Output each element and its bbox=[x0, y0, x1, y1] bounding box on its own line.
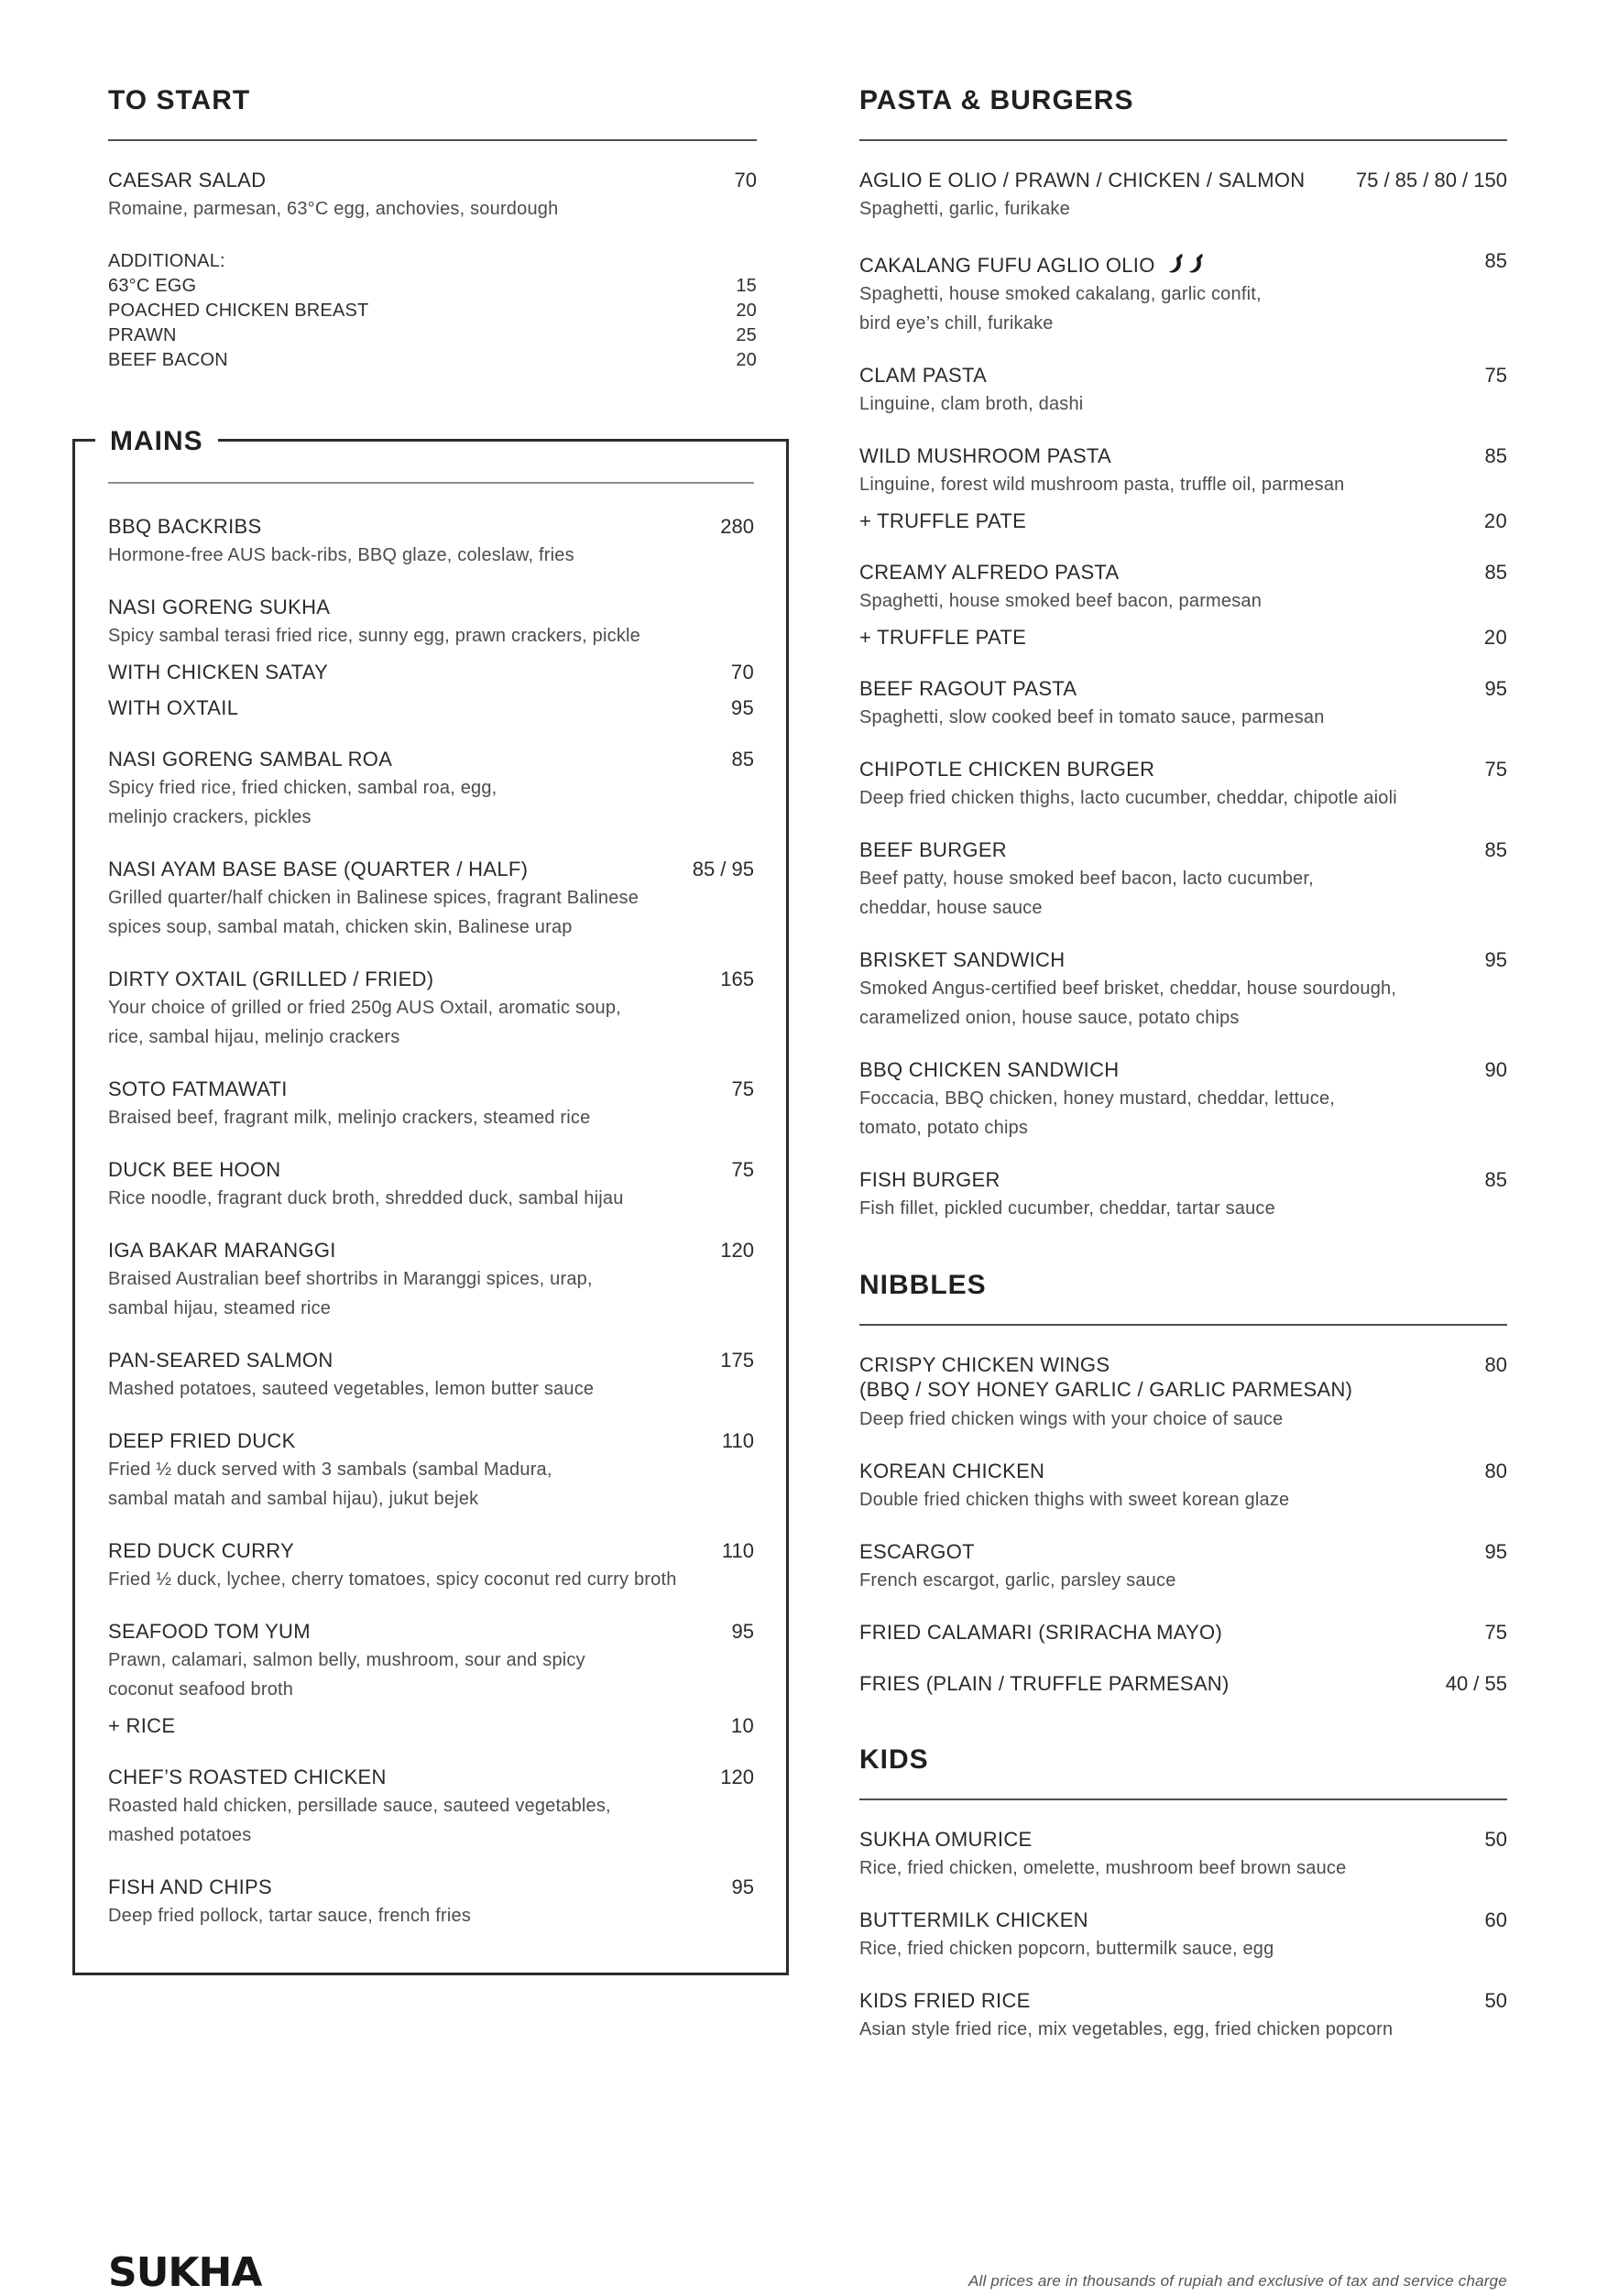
menu-item-head bbox=[108, 968, 754, 991]
item-variant-row bbox=[108, 1714, 754, 1738]
item-price: 110 bbox=[721, 1539, 754, 1562]
item-price: 110 bbox=[721, 1429, 754, 1452]
menu-item-head bbox=[859, 1989, 1507, 2013]
item-price: 85 bbox=[1484, 249, 1507, 272]
menu-item-head bbox=[859, 169, 1507, 192]
menu-item bbox=[859, 249, 1507, 336]
item-name bbox=[108, 1620, 311, 1644]
menu-item bbox=[859, 561, 1507, 650]
item-name bbox=[859, 1828, 1032, 1852]
menu-item bbox=[859, 1540, 1507, 1593]
variant-price: 20 bbox=[1483, 509, 1507, 532]
menu-item bbox=[859, 1460, 1507, 1513]
item-name bbox=[859, 1460, 1044, 1483]
item-description: Linguine, forest wild mushroom pasta, truffle oil, parmesan bbox=[859, 475, 1345, 495]
item-price: 80 bbox=[1484, 1460, 1507, 1482]
item-price: 75 bbox=[1484, 758, 1507, 781]
variant-label: WITH OXTAIL bbox=[108, 696, 239, 719]
item-description: sambal matah and sambal hijau), jukut bejek bbox=[108, 1489, 479, 1509]
addon-row bbox=[108, 274, 757, 299]
menu-item bbox=[108, 1620, 754, 1738]
item-price: 95 bbox=[731, 1620, 754, 1643]
menu-item bbox=[108, 596, 754, 720]
menu-item-head bbox=[859, 1460, 1507, 1483]
item-description: Rice noodle, fragrant duck broth, shredded duck, sambal hijau bbox=[108, 1188, 624, 1208]
menu-item-head bbox=[859, 1353, 1507, 1377]
addon-label: PRAWN bbox=[108, 325, 177, 345]
menu-item-head bbox=[108, 596, 754, 619]
item-name-text: IGA BAKAR MARANGGI bbox=[108, 1239, 336, 1262]
menu-item-head bbox=[859, 758, 1507, 782]
menu-item-head bbox=[859, 677, 1507, 701]
section-divider bbox=[108, 482, 754, 484]
item-description: Deep fried chicken thighs, lacto cucumber, cheddar, chipotle aioli bbox=[859, 788, 1397, 808]
menu-item bbox=[859, 1353, 1507, 1432]
item-name bbox=[859, 1672, 1230, 1696]
item-name bbox=[859, 948, 1065, 972]
section-nibbles bbox=[859, 1269, 1507, 1696]
item-name bbox=[859, 1908, 1088, 1932]
item-description: Spaghetti, garlic, furikake bbox=[859, 199, 1070, 219]
item-name-text: FISH BURGER bbox=[859, 1168, 1000, 1191]
menu-item-head bbox=[859, 1828, 1507, 1852]
item-price: 50 bbox=[1484, 1828, 1507, 1851]
menu-item bbox=[108, 1239, 754, 1321]
addon-label: 63°C EGG bbox=[108, 276, 197, 296]
items bbox=[108, 169, 757, 373]
menu-item bbox=[108, 748, 754, 830]
menu-item-head bbox=[859, 1908, 1507, 1932]
variant-price: 70 bbox=[730, 661, 754, 683]
menu-item bbox=[108, 1158, 754, 1211]
item-description: Roasted hald chicken, persillade sauce, sauteed vegetables, bbox=[108, 1796, 611, 1816]
item-price: 85 bbox=[1484, 838, 1507, 861]
item-name-text: BBQ BACKRIBS bbox=[108, 515, 262, 538]
item-price: 85 bbox=[1484, 1168, 1507, 1191]
item-description: Prawn, calamari, salmon belly, mushroom, sour and spicy bbox=[108, 1650, 585, 1670]
item-name-text: CLAM PASTA bbox=[859, 364, 988, 387]
item-name bbox=[108, 169, 266, 192]
section-pasta-burgers bbox=[859, 84, 1507, 1221]
menu-item-head bbox=[108, 1429, 754, 1453]
item-price: 165 bbox=[720, 968, 754, 990]
section-divider bbox=[859, 1799, 1507, 1800]
menu-item bbox=[859, 1908, 1507, 1962]
menu-columns bbox=[108, 84, 1507, 2070]
addon-row bbox=[108, 323, 757, 348]
item-name-text: BEEF BURGER bbox=[859, 838, 1007, 861]
section-title-to-start: TO START bbox=[108, 85, 251, 115]
items bbox=[859, 169, 1507, 1221]
menu-item bbox=[859, 444, 1507, 533]
item-name-text: FRIES (PLAIN / TRUFFLE PARMESAN) bbox=[859, 1672, 1230, 1695]
menu-item bbox=[859, 1672, 1507, 1696]
menu-item bbox=[108, 1875, 754, 1929]
item-description: Hormone-free AUS back-ribs, BBQ glaze, coleslaw, fries bbox=[108, 545, 574, 565]
item-name bbox=[108, 1158, 280, 1182]
item-price: 75 bbox=[731, 1077, 754, 1100]
item-name bbox=[108, 1429, 296, 1453]
menu-item-head bbox=[859, 1672, 1507, 1696]
variant-label: + TRUFFLE PATE bbox=[859, 509, 1027, 532]
item-name-text: CAESAR SALAD bbox=[108, 169, 267, 191]
section-mains bbox=[108, 515, 754, 1929]
item-name-text: KIDS FRIED RICE bbox=[859, 1989, 1031, 2012]
items bbox=[859, 1353, 1507, 1696]
item-price: 70 bbox=[734, 169, 757, 191]
item-name-text: CREAMY ALFREDO PASTA bbox=[859, 561, 1120, 584]
menu-item-head bbox=[108, 1875, 754, 1899]
item-name-text: BUTTERMILK CHICKEN bbox=[859, 1908, 1088, 1931]
price-disclaimer: All prices are in thousands of rupiah and exclusive of tax and service charge bbox=[967, 2272, 1507, 2290]
section-kids bbox=[859, 1744, 1507, 2042]
item-price: 120 bbox=[720, 1239, 754, 1262]
item-name bbox=[859, 838, 1007, 862]
menu-item-head bbox=[108, 1539, 754, 1563]
variant-label: + RICE bbox=[108, 1714, 176, 1737]
mains-box-title-wrap bbox=[95, 425, 218, 458]
item-description: rice, sambal hijau, melinjo crackers bbox=[108, 1027, 400, 1047]
menu-item bbox=[108, 169, 757, 222]
item-name bbox=[108, 596, 330, 619]
item-name bbox=[108, 515, 261, 539]
menu-item-head bbox=[859, 444, 1507, 468]
addon-price: 15 bbox=[736, 276, 757, 296]
item-description: Fish fillet, pickled cucumber, cheddar, tartar sauce bbox=[859, 1198, 1275, 1219]
item-name-text: DUCK BEE HOON bbox=[108, 1158, 281, 1181]
item-description: caramelized onion, house sauce, potato chips bbox=[859, 1008, 1240, 1028]
item-name bbox=[108, 1875, 272, 1899]
addon-list-heading: ADDITIONAL: bbox=[108, 251, 225, 271]
item-description: sambal hijau, steamed rice bbox=[108, 1298, 332, 1318]
item-price: 85 / 95 bbox=[692, 858, 754, 880]
section-title-mains: MAINS bbox=[110, 426, 203, 456]
item-name bbox=[108, 968, 433, 991]
menu-item bbox=[859, 169, 1507, 222]
section-to-start bbox=[108, 84, 757, 373]
variant-price: 95 bbox=[730, 696, 754, 719]
item-description: Spicy fried rice, fried chicken, sambal roa, egg, bbox=[108, 778, 497, 798]
item-name-text: BRISKET SANDWICH bbox=[859, 948, 1066, 971]
item-description: Smoked Angus-certified beef brisket, cheddar, house sourdough, bbox=[859, 979, 1397, 999]
brand-logo: SUKHA bbox=[108, 2249, 262, 2296]
menu-item bbox=[859, 1828, 1507, 1881]
menu-item-head bbox=[108, 1239, 754, 1263]
item-description: coconut seafood broth bbox=[108, 1679, 294, 1700]
variant-price: 20 bbox=[1483, 626, 1507, 649]
menu-item bbox=[859, 1168, 1507, 1221]
menu-item bbox=[108, 968, 754, 1050]
menu-item-head bbox=[859, 838, 1507, 862]
menu-item bbox=[859, 758, 1507, 811]
item-name bbox=[859, 1058, 1119, 1082]
item-name bbox=[859, 1621, 1222, 1645]
item-description: melinjo crackers, pickles bbox=[108, 807, 312, 827]
variant-label: + TRUFFLE PATE bbox=[859, 626, 1027, 649]
item-name-text: NASI GORENG SUKHA bbox=[108, 596, 331, 618]
menu-item-head bbox=[859, 249, 1507, 278]
item-description: Spicy sambal terasi fried rice, sunny egg, prawn crackers, pickle bbox=[108, 626, 641, 646]
menu-item-head bbox=[859, 1058, 1507, 1082]
menu-item-head bbox=[108, 515, 754, 539]
addon-label: POACHED CHICKEN BREAST bbox=[108, 301, 369, 321]
item-description: Foccacia, BBQ chicken, honey mustard, cheddar, lettuce, bbox=[859, 1088, 1336, 1109]
menu-item-head bbox=[859, 1168, 1507, 1192]
item-description: Rice, fried chicken, omelette, mushroom beef brown sauce bbox=[859, 1858, 1347, 1878]
item-name bbox=[859, 1540, 975, 1564]
menu-item bbox=[859, 1058, 1507, 1141]
item-name-text: CAKALANG FUFU AGLIO OLIO bbox=[859, 254, 1155, 277]
item-name bbox=[108, 858, 528, 881]
addon-price: 20 bbox=[736, 301, 757, 321]
section-title-kids: KIDS bbox=[859, 1744, 929, 1775]
item-price: 85 bbox=[731, 748, 754, 771]
section-divider bbox=[108, 139, 757, 141]
menu-item-head bbox=[108, 748, 754, 771]
item-name-text: RED DUCK CURRY bbox=[108, 1539, 295, 1562]
menu-item bbox=[859, 364, 1507, 417]
item-description: Deep fried chicken wings with your choice of sauce bbox=[859, 1409, 1284, 1429]
menu-item-head bbox=[108, 1158, 754, 1182]
menu-item-head bbox=[108, 169, 757, 192]
item-price: 75 bbox=[1484, 1621, 1507, 1644]
menu-item-head bbox=[859, 364, 1507, 388]
item-description: spices soup, sambal matah, chicken skin, Balinese urap bbox=[108, 917, 573, 937]
item-name bbox=[859, 364, 987, 388]
section-divider bbox=[859, 139, 1507, 141]
item-price: 40 / 55 bbox=[1445, 1672, 1507, 1695]
item-variant-row bbox=[108, 696, 754, 720]
item-description: Braised Australian beef shortribs in Maranggi spices, urap, bbox=[108, 1269, 593, 1289]
item-name-text: SEAFOOD TOM YUM bbox=[108, 1620, 311, 1643]
item-name-text: NASI GORENG SAMBAL ROA bbox=[108, 748, 393, 771]
item-description: Romaine, parmesan, 63°C egg, anchovies, sourdough bbox=[108, 199, 559, 219]
item-price: 85 bbox=[1484, 561, 1507, 584]
item-description: Fried ½ duck served with 3 sambals (sambal Madura, bbox=[108, 1460, 552, 1480]
item-name bbox=[108, 1539, 294, 1563]
menu-item bbox=[108, 858, 754, 940]
item-price: 60 bbox=[1484, 1908, 1507, 1931]
item-name bbox=[108, 748, 392, 771]
item-name bbox=[108, 1766, 387, 1789]
menu-item-head bbox=[108, 1620, 754, 1644]
right-column bbox=[859, 84, 1507, 2070]
menu-item bbox=[859, 677, 1507, 730]
menu-item-head bbox=[108, 1077, 754, 1101]
item-description: Beef patty, house smoked beef bacon, lacto cucumber, bbox=[859, 869, 1314, 889]
item-description: mashed potatoes bbox=[108, 1825, 252, 1845]
variant-price: 10 bbox=[730, 1714, 754, 1737]
item-name-text: FISH AND CHIPS bbox=[108, 1875, 273, 1898]
item-description: Rice, fried chicken popcorn, buttermilk sauce, egg bbox=[859, 1939, 1274, 1959]
menu-item-head bbox=[859, 1621, 1507, 1645]
addon-row bbox=[108, 348, 757, 373]
item-name bbox=[859, 1989, 1031, 2013]
item-description: Deep fried pollock, tartar sauce, french fries bbox=[108, 1906, 472, 1926]
item-name bbox=[859, 1168, 1000, 1192]
item-name-text: BEEF RAGOUT PASTA bbox=[859, 677, 1077, 700]
addon-price: 25 bbox=[736, 325, 757, 345]
item-name bbox=[108, 1239, 336, 1263]
item-variant-row bbox=[108, 661, 754, 684]
item-description: Grilled quarter/half chicken in Balinese spices, fragrant Balinese bbox=[108, 888, 640, 908]
item-description: Double fried chicken thighs with sweet korean glaze bbox=[859, 1490, 1290, 1510]
menu-item bbox=[859, 1989, 1507, 2042]
item-description: Spaghetti, house smoked cakalang, garlic confit, bbox=[859, 284, 1262, 304]
section-divider bbox=[859, 1324, 1507, 1326]
item-description: Your choice of grilled or fried 250g AUS Oxtail, aromatic soup, bbox=[108, 998, 621, 1018]
mains-box bbox=[72, 426, 789, 1975]
menu-item-head bbox=[108, 858, 754, 881]
item-name-text: WILD MUSHROOM PASTA bbox=[859, 444, 1112, 467]
menu-item-head bbox=[859, 1540, 1507, 1564]
item-description: bird eye’s chill, furikake bbox=[859, 313, 1054, 333]
item-name-text: FRIED CALAMARI (SRIRACHA MAYO) bbox=[859, 1621, 1223, 1644]
item-name-text: SOTO FATMAWATI bbox=[108, 1077, 288, 1100]
menu-item-head bbox=[108, 1766, 754, 1789]
item-price: 95 bbox=[731, 1875, 754, 1898]
item-name-text: SUKHA OMURICE bbox=[859, 1828, 1033, 1851]
addon-price: 20 bbox=[736, 350, 757, 370]
item-name-text: PAN-SEARED SALMON bbox=[108, 1349, 333, 1372]
section-title-nibbles: NIBBLES bbox=[859, 1270, 987, 1300]
item-price: 90 bbox=[1484, 1058, 1507, 1081]
item-price: 95 bbox=[1484, 677, 1507, 700]
item-name-text: DEEP FRIED DUCK bbox=[108, 1429, 296, 1452]
menu-item bbox=[108, 515, 754, 568]
menu-item bbox=[108, 1539, 754, 1592]
menu-item-head bbox=[859, 948, 1507, 972]
item-description: Asian style fried rice, mix vegetables, egg, fried chicken popcorn bbox=[859, 2019, 1394, 2039]
menu-item bbox=[108, 1429, 754, 1512]
item-price: 95 bbox=[1484, 1540, 1507, 1563]
item-variant-row bbox=[859, 626, 1507, 650]
menu-item bbox=[108, 1766, 754, 1848]
item-name-text: CHIPOTLE CHICKEN BURGER bbox=[859, 758, 1155, 781]
item-price: 85 bbox=[1484, 444, 1507, 467]
item-name-text: KOREAN CHICKEN bbox=[859, 1460, 1045, 1482]
chili-icon bbox=[1168, 252, 1206, 275]
item-description: Spaghetti, slow cooked beef in tomato sauce, parmesan bbox=[859, 707, 1325, 727]
items bbox=[859, 1828, 1507, 2042]
item-name bbox=[859, 677, 1077, 701]
item-name bbox=[859, 1353, 1110, 1377]
item-description: Fried ½ duck, lychee, cherry tomatoes, spicy coconut red curry broth bbox=[108, 1569, 677, 1590]
item-price: 75 bbox=[1484, 364, 1507, 387]
item-name bbox=[859, 249, 1206, 278]
item-price: 80 bbox=[1484, 1353, 1507, 1376]
addon-label: BEEF BACON bbox=[108, 350, 228, 370]
menu-item bbox=[859, 1621, 1507, 1645]
item-price: 280 bbox=[720, 515, 754, 538]
menu-item bbox=[108, 1077, 754, 1131]
item-price: 175 bbox=[720, 1349, 754, 1372]
menu-item bbox=[108, 1349, 754, 1402]
item-name bbox=[859, 758, 1154, 782]
item-price: 75 / 85 / 80 / 150 bbox=[1355, 169, 1507, 191]
item-name-text: BBQ CHICKEN SANDWICH bbox=[859, 1058, 1120, 1081]
item-price: 95 bbox=[1484, 948, 1507, 971]
item-description: Braised beef, fragrant milk, melinjo crackers, steamed rice bbox=[108, 1108, 591, 1128]
section-title-pasta-burgers: PASTA & BURGERS bbox=[859, 85, 1134, 115]
item-name-text: CHEF’S ROASTED CHICKEN bbox=[108, 1766, 387, 1788]
item-name-text: NASI AYAM BASE BASE (QUARTER / HALF) bbox=[108, 858, 529, 880]
menu-item bbox=[859, 948, 1507, 1031]
item-description: French escargot, garlic, parsley sauce bbox=[859, 1570, 1176, 1591]
item-price: 50 bbox=[1484, 1989, 1507, 2012]
item-description: Spaghetti, house smoked beef bacon, parmesan bbox=[859, 591, 1263, 611]
item-name bbox=[108, 1349, 333, 1372]
item-description: Mashed potatoes, sauteed vegetables, lemon butter sauce bbox=[108, 1379, 595, 1399]
item-name bbox=[859, 561, 1120, 585]
item-price: 75 bbox=[731, 1158, 754, 1181]
item-description: Linguine, clam broth, dashi bbox=[859, 394, 1084, 414]
left-column bbox=[108, 84, 757, 1975]
item-name-secondary: (BBQ / SOY HONEY GARLIC / GARLIC PARMESAN) bbox=[859, 1378, 1353, 1401]
item-name-text: DIRTY OXTAIL (GRILLED / FRIED) bbox=[108, 968, 434, 990]
item-name bbox=[108, 1077, 288, 1101]
item-variant-row bbox=[859, 509, 1507, 533]
menu-item bbox=[859, 838, 1507, 921]
menu-item-head bbox=[108, 1349, 754, 1372]
item-description: cheddar, house sauce bbox=[859, 898, 1043, 918]
item-name bbox=[859, 444, 1111, 468]
item-name-text: CRISPY CHICKEN WINGS bbox=[859, 1353, 1110, 1376]
menu-item-head bbox=[859, 561, 1507, 585]
item-name-text: ESCARGOT bbox=[859, 1540, 975, 1563]
item-name bbox=[859, 169, 1305, 192]
addon-row bbox=[108, 299, 757, 323]
variant-label: WITH CHICKEN SATAY bbox=[108, 661, 329, 683]
item-price: 120 bbox=[720, 1766, 754, 1788]
item-description: tomato, potato chips bbox=[859, 1118, 1029, 1138]
items bbox=[108, 515, 754, 1929]
item-name-text: AGLIO E OLIO / PRAWN / CHICKEN / SALMON bbox=[859, 169, 1306, 191]
